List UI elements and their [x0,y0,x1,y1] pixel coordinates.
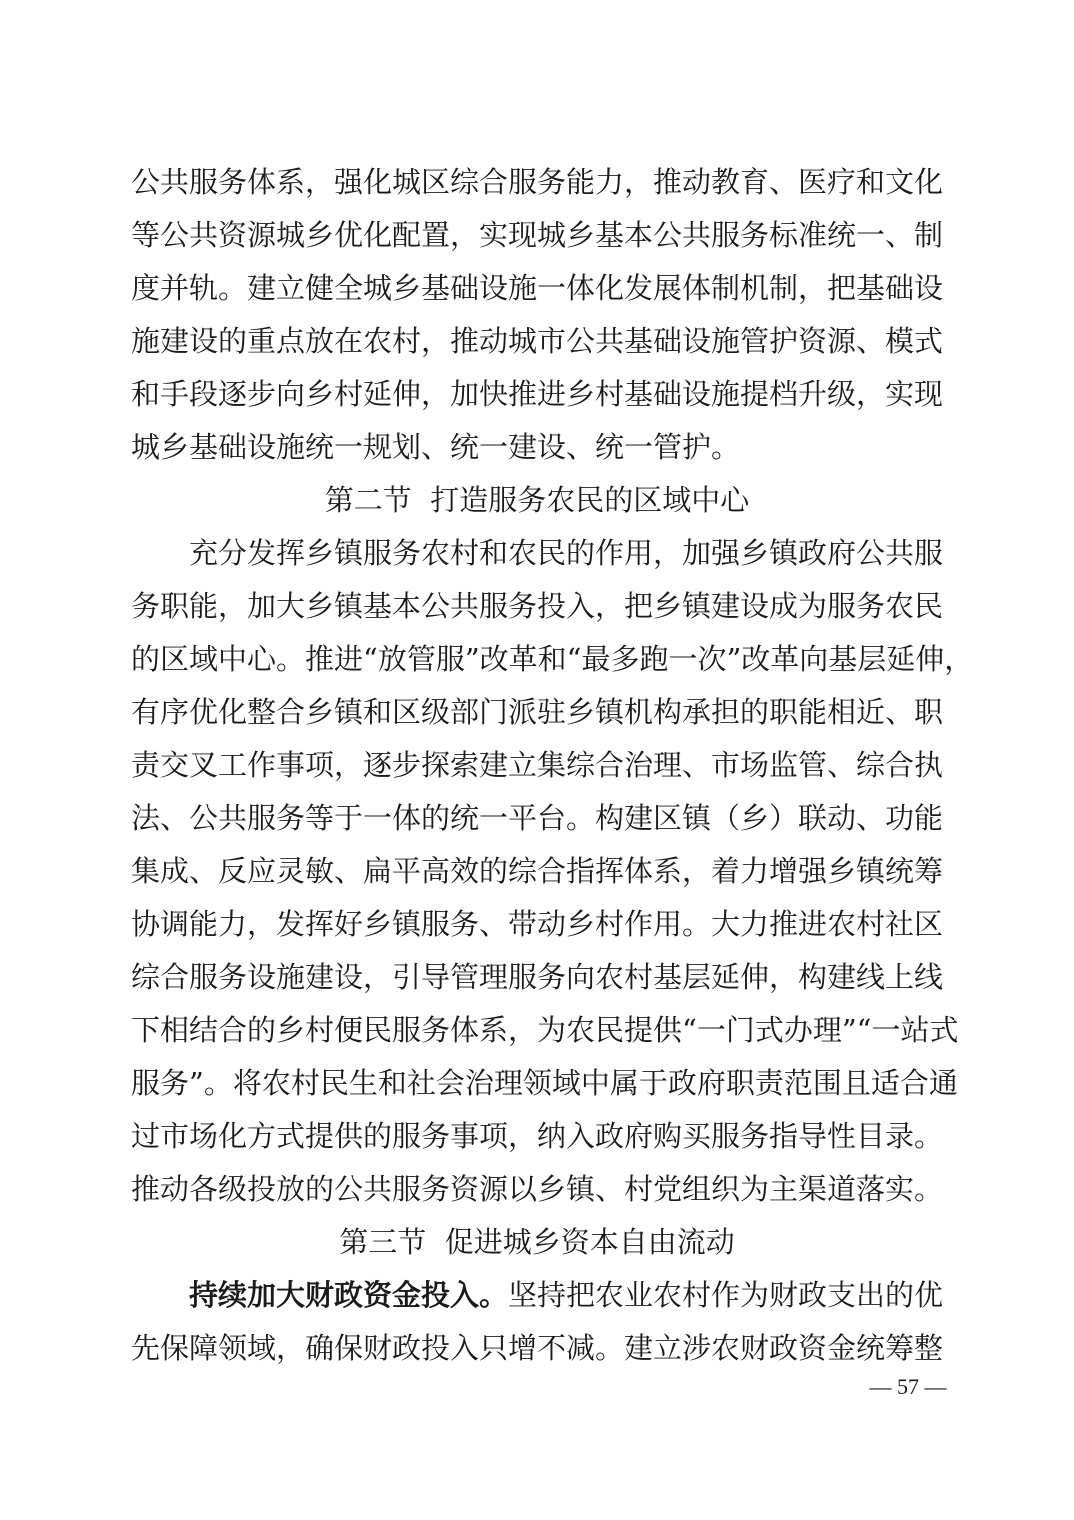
text-line: 公共服务体系，强化城区综合服务能力，推动教育、医疗和文化 [131,165,944,199]
text-line: 服务”。将农村民生和社会治理领域中属于政府职责范围且适合通 [131,1066,958,1100]
text-line: 推动各级投放的公共服务资源以乡镇、村党组织为主渠道落实。 [131,1172,944,1206]
page-number: — 57 — [869,1374,947,1399]
paragraph-fiscal-investment [131,1269,943,1375]
paragraph-regional-center [131,527,974,1216]
text-line: 过市场化方式提供的服务事项，纳入政府购买服务指导性目录。 [131,1119,944,1153]
text-line: 城乡基础设施统一规划、统一建设、统一管护。 [131,430,741,464]
section-heading-3: 第三节 促进城乡资本自由流动 [339,1225,735,1259]
text-line: 施建设的重点放在农村，推动城市公共基础设施管护资源、模式 [131,324,944,358]
text-line: 充分发挥乡镇服务农村和农民的作用，加强乡镇政府公共服 [189,536,944,570]
text-line: 和手段逐步向乡村延伸，加快推进乡村基础设施提档升级，实现 [131,377,944,411]
text-line: 综合服务设施建设，引导管理服务向农村基层延伸，构建线上线 [131,960,944,994]
text-line: 下相结合的乡村便民服务体系，为农民提供“一门式办理”“一站式 [131,1013,959,1047]
section-heading-2: 第二节 打造服务农民的区域中心 [324,483,750,517]
text-run: 坚持把农业农村作为财政支出的优 [508,1278,944,1312]
text-line: 协调能力，发挥好乡镇服务、带动乡村作用。大力推进农村社区 [131,907,944,941]
text-line: 等公共资源城乡优化配置，实现城乡基本公共服务标准统一、制 [131,218,944,252]
paragraph-public-services [131,156,943,474]
document-page [131,156,974,1375]
text-line: 有序优化整合乡镇和区级部门派驻乡镇机构承担的职能相近、职 [131,695,944,729]
text-line: 的区域中心。推进“放管服”改革和“最多跑一次”改革向基层延伸， [131,642,974,676]
text-line: 责交叉工作事项，逐步探索建立集综合治理、市场监管、综合执 [131,748,944,782]
text-line: 务职能，加大乡镇基本公共服务投入，把乡镇建设成为服务农民 [131,589,944,623]
bold-lead-phrase: 持续加大财政资金投入。 [189,1278,509,1312]
text-line-with-lead [131,1269,943,1322]
text-line: 度并轨。建立健全城乡基础设施一体化发展体制机制，把基础设 [131,271,944,305]
text-line: 集成、反应灵敏、扁平高效的综合指挥体系，着力增强乡镇统筹 [131,854,944,888]
text-line: 法、公共服务等于一体的统一平台。构建区镇（乡）联动、功能 [131,801,944,835]
text-line: 先保障领域，确保财政投入只增不减。建立涉农财政资金统筹整 [131,1331,944,1365]
